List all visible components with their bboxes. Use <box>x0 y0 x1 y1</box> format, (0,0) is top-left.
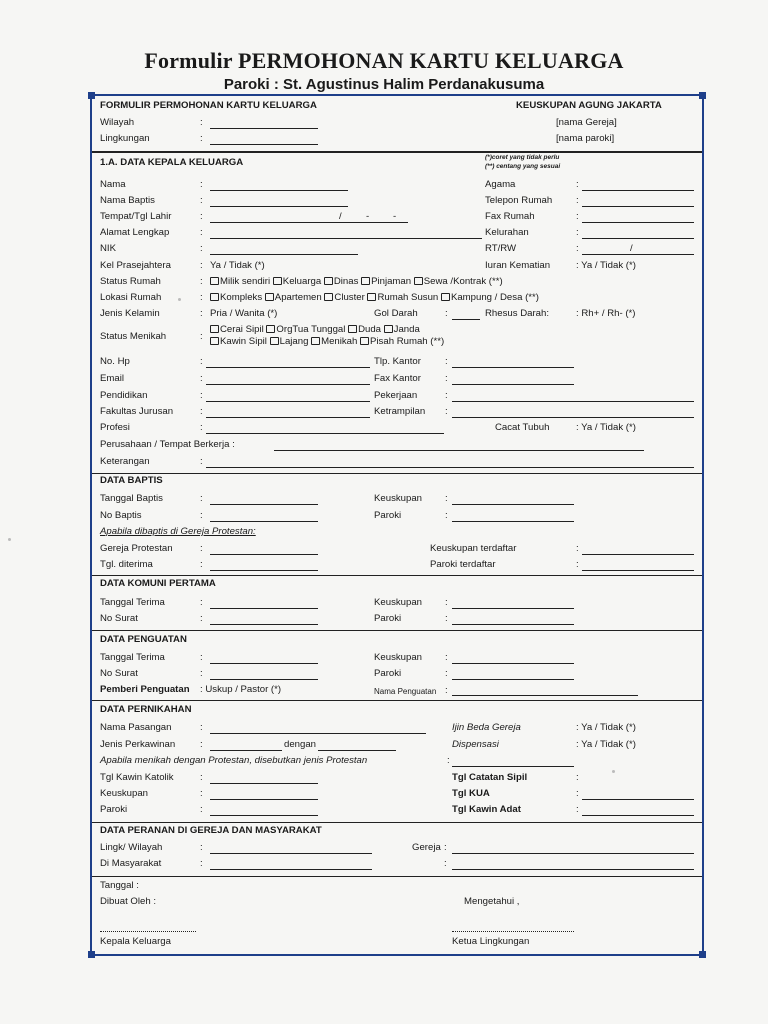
nama-pasangan-field[interactable] <box>210 733 426 734</box>
checkbox[interactable] <box>348 325 357 333</box>
ijin-beda-gereja-label: Ijin Beda Gereja <box>452 722 521 733</box>
ttl-label: Tempat/Tgl Lahir <box>100 211 172 222</box>
ttl-dash: - <box>393 211 397 222</box>
form-title: Formulir PERMOHONAN KARTU KELUARGA <box>144 48 624 73</box>
dispensasi-label: Dispensasi <box>452 739 499 750</box>
ketrampilan-field[interactable] <box>452 417 694 418</box>
kelurahan-field[interactable] <box>582 238 694 239</box>
masyarakat-role-field[interactable] <box>452 869 694 870</box>
status-rumah-option: Dinas <box>333 276 359 287</box>
lingk-wilayah-field[interactable] <box>210 853 372 854</box>
keterangan-field[interactable] <box>206 467 694 468</box>
status-rumah-option: Milik sendiri <box>220 276 271 287</box>
status-rumah-label: Status Rumah <box>100 276 161 287</box>
cacat-label: Cacat Tubuh <box>495 422 550 433</box>
ijin-options[interactable]: Ya / Tidak (*) <box>581 722 636 733</box>
rtrw-field[interactable] <box>582 254 694 255</box>
dengan-label: dengan <box>284 739 317 750</box>
church-name-placeholder: [nama Gereja] <box>556 117 617 128</box>
checkbox[interactable] <box>361 277 370 285</box>
kelurahan-label: Kelurahan <box>485 227 529 238</box>
protestant-marriage-note: Apabila menikah dengan Protestan, disebutkan jenis Protestan <box>100 755 368 766</box>
menikah-option: Menikah <box>321 336 358 347</box>
checkbox[interactable] <box>273 277 282 285</box>
pernikahan-keuskupan-label: Keuskupan <box>100 788 149 799</box>
checkbox[interactable] <box>414 277 423 285</box>
masyarakat-field[interactable] <box>210 869 372 870</box>
menikah-option: Cerai Sipil <box>220 324 264 335</box>
paroki-terdaftar-field[interactable] <box>582 570 694 571</box>
jenis-perkawinan-field[interactable] <box>210 750 282 751</box>
keterangan-label: Keterangan <box>100 456 150 467</box>
checkbox[interactable] <box>324 277 333 285</box>
ketrampilan-label: Ketrampilan <box>374 406 426 417</box>
section-divider <box>92 151 702 153</box>
penguatan-paroki-label: Paroki <box>374 668 402 679</box>
status-rumah-option: Sewa /Kontrak (**) <box>423 276 503 287</box>
penguatan-no-surat-label: No Surat <box>100 668 138 679</box>
menikah-option: Pisah Rumah (**) <box>370 336 445 347</box>
wilayah-field[interactable] <box>210 128 318 129</box>
keuskupan-terdaftar-label: Keuskupan terdaftar <box>430 543 517 554</box>
tanggal-baptis-label: Tanggal Baptis <box>100 493 163 504</box>
penguatan-keuskupan-field[interactable] <box>452 663 574 664</box>
penguatan-tanggal-field[interactable] <box>210 663 318 664</box>
pernikahan-paroki-field[interactable] <box>210 815 318 816</box>
lokasi-option: Kampung / Desa (**) <box>450 292 539 303</box>
lokasi-option: Cluster <box>334 292 365 303</box>
nama-penguatan-field[interactable] <box>452 695 638 696</box>
penguatan-no-surat-field[interactable] <box>210 679 318 680</box>
nama-penguatan-label: Nama Penguatan <box>374 687 437 696</box>
penguatan-tanggal-label: Tanggal Terima <box>100 652 165 663</box>
lingk-wilayah-label: Lingk/ Wilayah <box>100 842 163 853</box>
lokasi-option: Kompleks <box>220 292 263 303</box>
lingkungan-field[interactable] <box>210 144 318 145</box>
perusahaan-field[interactable] <box>274 450 644 451</box>
tgl-catatan-sipil-label: Tgl Catatan Sipil <box>452 772 528 783</box>
komuni-keuskupan-field[interactable] <box>452 608 574 609</box>
tgl-kawin-katolik-field[interactable] <box>210 783 318 784</box>
section-divider <box>92 630 702 631</box>
menikah-option: Lajang <box>279 336 309 347</box>
rtrw-label: RT/RW <box>485 243 517 254</box>
checkbox[interactable] <box>210 337 219 345</box>
baptis-keuskupan-label: Keuskupan <box>374 493 423 504</box>
perusahaan-label: Perusahaan / Tempat Berkerja : <box>100 439 235 450</box>
section-heading-confirmation: DATA PENGUATAN <box>100 634 187 645</box>
jenis-kelamin-options[interactable]: Pria / Wanita (*) <box>210 308 278 319</box>
section-heading-marriage: DATA PERNIKAHAN <box>100 704 192 715</box>
rtrw-separator: / <box>630 243 633 254</box>
section-divider <box>92 876 702 877</box>
checkbox[interactable] <box>367 293 376 301</box>
profesi-label: Profesi <box>100 422 130 433</box>
iuran-options[interactable]: Ya / Tidak (*) <box>581 260 636 271</box>
checkbox[interactable] <box>266 325 275 333</box>
checkbox[interactable] <box>265 293 274 301</box>
fax-field[interactable] <box>582 222 694 223</box>
scan-speck <box>178 298 181 301</box>
status-menikah-options-row2[interactable] <box>210 336 444 348</box>
ttl-separator: / <box>339 211 342 222</box>
fax-label: Fax Rumah <box>485 211 535 222</box>
menikah-option: Kawin Sipil <box>220 336 267 347</box>
nik-field[interactable] <box>210 254 358 255</box>
email-label: Email <box>100 373 124 384</box>
komuni-tanggal-field[interactable] <box>210 608 318 609</box>
komuni-paroki-field[interactable] <box>452 624 574 625</box>
checkbox[interactable] <box>441 293 450 301</box>
dengan-field[interactable] <box>318 750 396 751</box>
baptis-paroki-field[interactable] <box>452 521 574 522</box>
menikah-option: OrgTua Tunggal <box>276 324 346 335</box>
profesi-field[interactable] <box>206 433 444 434</box>
penguatan-keuskupan-label: Keuskupan <box>374 652 423 663</box>
baptis-paroki-label: Paroki <box>374 510 402 521</box>
scan-speck <box>8 538 11 541</box>
parish-subtitle: Paroki : St. Agustinus Halim Perdanakusuma <box>223 76 545 93</box>
tlp-kantor-field[interactable] <box>452 367 574 368</box>
komuni-paroki-label: Paroki <box>374 613 402 624</box>
gol-darah-field[interactable] <box>452 319 480 320</box>
parish-name-placeholder: [nama paroki] <box>556 133 615 144</box>
checkbox[interactable] <box>210 293 219 301</box>
alamat-field[interactable] <box>210 238 482 239</box>
alamat-label: Alamat Lengkap <box>100 227 170 238</box>
tgl-kua-field[interactable] <box>582 799 694 800</box>
ttl-dash: - <box>366 211 370 222</box>
fax-kantor-field[interactable] <box>452 384 574 385</box>
ketua-signature-line[interactable] <box>452 931 574 932</box>
note-tick: (**) centang yang sesuai <box>485 163 561 170</box>
lingkungan-label: Lingkungan <box>100 133 150 144</box>
jenis-kelamin-label: Jenis Kelamin <box>100 308 160 319</box>
gereja-role-field[interactable] <box>452 853 694 854</box>
paroki-terdaftar-label: Paroki terdaftar <box>430 559 496 570</box>
section-divider <box>92 822 702 823</box>
section-heading-roles: DATA PERANAN DI GEREJA DAN MASYARAKAT <box>100 825 322 836</box>
no-baptis-label: No Baptis <box>100 510 142 521</box>
tlp-kantor-label: Tlp. Kantor <box>374 356 421 367</box>
rhesus-label: Rhesus Darah: <box>485 308 549 319</box>
frame-corner-mark <box>88 951 95 958</box>
pernikahan-paroki-label: Paroki <box>100 804 128 815</box>
tanggal-baptis-field[interactable] <box>210 504 318 505</box>
tgl-kawin-katolik-label: Tgl Kawin Katolik <box>100 772 174 783</box>
nama-field[interactable] <box>210 190 348 191</box>
agama-label: Agama <box>485 179 516 190</box>
protestant-type-field[interactable] <box>452 766 574 767</box>
fakultas-label: Fakultas Jurusan <box>100 406 174 417</box>
checkbox[interactable] <box>324 293 333 301</box>
agama-field[interactable] <box>582 190 694 191</box>
nohp-label: No. Hp <box>100 356 130 367</box>
nama-label: Nama <box>100 179 126 190</box>
nik-label: NIK <box>100 243 116 254</box>
protestant-baptism-note: Apabila dibaptis di Gereja Protestan: <box>100 526 256 537</box>
email-field[interactable] <box>206 384 370 385</box>
kel-pra-options[interactable]: Ya / Tidak (*) <box>210 260 265 271</box>
section-divider <box>92 473 702 474</box>
section-divider <box>92 700 702 701</box>
wilayah-label: Wilayah <box>100 117 135 128</box>
head-of-family-signature-line[interactable] <box>100 931 196 932</box>
section-heading-baptism: DATA BAPTIS <box>100 475 163 486</box>
scan-speck <box>612 770 615 773</box>
status-rumah-option: Keluarga <box>282 276 322 287</box>
pernikahan-keuskupan-field[interactable] <box>210 799 318 800</box>
pendidikan-field[interactable] <box>206 401 370 402</box>
jenis-perkawinan-label: Jenis Perkawinan <box>100 739 176 750</box>
lokasi-option: Apartemen <box>274 292 322 303</box>
komuni-no-surat-label: No Surat <box>100 613 138 624</box>
pekerjaan-field[interactable] <box>452 401 694 402</box>
baptis-keuskupan-field[interactable] <box>452 504 574 505</box>
iuran-label: Iuran Kematian <box>485 260 551 271</box>
lokasi-rumah-options[interactable] <box>210 292 539 304</box>
no-baptis-field[interactable] <box>210 521 318 522</box>
ttl-field[interactable] <box>210 222 408 223</box>
cacat-options[interactable]: Ya / Tidak (*) <box>581 422 636 433</box>
kepala-keluarga-label: Kepala Keluarga <box>100 936 171 947</box>
frame-corner-mark <box>699 951 706 958</box>
pendidikan-label: Pendidikan <box>100 390 148 401</box>
pekerjaan-label: Pekerjaan <box>374 390 418 401</box>
kel-pra-label: Kel Prasejahtera <box>100 260 171 271</box>
lokasi-rumah-label: Lokasi Rumah <box>100 292 162 303</box>
tgl-diterima-field[interactable] <box>210 570 318 571</box>
checkbox[interactable] <box>311 337 320 345</box>
gol-darah-label: Gol Darah <box>374 308 418 319</box>
section-divider <box>92 575 702 576</box>
nama-baptis-field[interactable] <box>210 206 348 207</box>
dibuat-oleh-label: Dibuat Oleh : <box>100 896 156 907</box>
nama-baptis-label: Nama Baptis <box>100 195 155 206</box>
checkbox[interactable] <box>384 325 393 333</box>
diocese-label: KEUSKUPAN AGUNG JAKARTA <box>516 100 662 111</box>
note-strike: (*)coret yang tidak perlu <box>485 154 560 161</box>
checkbox[interactable] <box>360 337 369 345</box>
pemberi-penguatan-label: Pemberi Penguatan <box>100 684 190 695</box>
tanggal-label: Tanggal : <box>100 880 139 891</box>
komuni-no-surat-field[interactable] <box>210 624 318 625</box>
gereja-protestan-label: Gereja Protestan <box>100 543 173 554</box>
checkbox[interactable] <box>210 325 219 333</box>
tgl-kawin-adat-field[interactable] <box>582 815 694 816</box>
gereja-role-label: Gereja <box>412 842 441 853</box>
fakultas-field[interactable] <box>206 417 370 418</box>
komuni-keuskupan-label: Keuskupan <box>374 597 423 608</box>
tgl-diterima-label: Tgl. diterima <box>100 559 153 570</box>
tgl-kawin-adat-label: Tgl Kawin Adat <box>452 804 521 815</box>
form-name-label: FORMULIR PERMOHONAN KARTU KELUARGA <box>100 100 317 111</box>
pemberi-penguatan-options[interactable]: Uskup / Pastor (*) <box>205 684 282 695</box>
fax-kantor-label: Fax Kantor <box>374 373 421 384</box>
nohp-field[interactable] <box>206 367 370 368</box>
checkbox[interactable] <box>210 277 219 285</box>
status-menikah-label: Status Menikah <box>100 331 167 342</box>
menikah-option: Duda <box>358 324 381 335</box>
mengetahui-label: Mengetahui , <box>464 896 520 907</box>
lokasi-option: Rumah Susun <box>377 292 439 303</box>
komuni-tanggal-label: Tanggal Terima <box>100 597 165 608</box>
telepon-label: Telepon Rumah <box>485 195 553 206</box>
rhesus-options[interactable]: Rh+ / Rh- (*) <box>581 308 636 319</box>
menikah-option: Janda <box>393 324 420 335</box>
section-heading-head-of-family: 1.A. DATA KEPALA KELUARGA <box>100 157 244 168</box>
status-rumah-options[interactable] <box>210 276 503 288</box>
gereja-protestan-field[interactable] <box>210 554 318 555</box>
section-heading-first-communion: DATA KOMUNI PERTAMA <box>100 578 216 589</box>
frame-corner-mark <box>699 92 706 99</box>
status-rumah-option: Pinjaman <box>371 276 412 287</box>
penguatan-paroki-field[interactable] <box>452 679 574 680</box>
tgl-kua-label: Tgl KUA <box>452 788 490 799</box>
frame-corner-mark <box>88 92 95 99</box>
keuskupan-terdaftar-field[interactable] <box>582 554 694 555</box>
status-menikah-options-row1[interactable] <box>210 324 420 336</box>
masyarakat-label: Di Masyarakat <box>100 858 162 869</box>
dispensasi-options[interactable]: Ya / Tidak (*) <box>581 739 636 750</box>
telepon-field[interactable] <box>582 206 694 207</box>
ketua-lingkungan-label: Ketua Lingkungan <box>452 936 530 947</box>
checkbox[interactable] <box>270 337 279 345</box>
nama-pasangan-label: Nama Pasangan <box>100 722 172 733</box>
